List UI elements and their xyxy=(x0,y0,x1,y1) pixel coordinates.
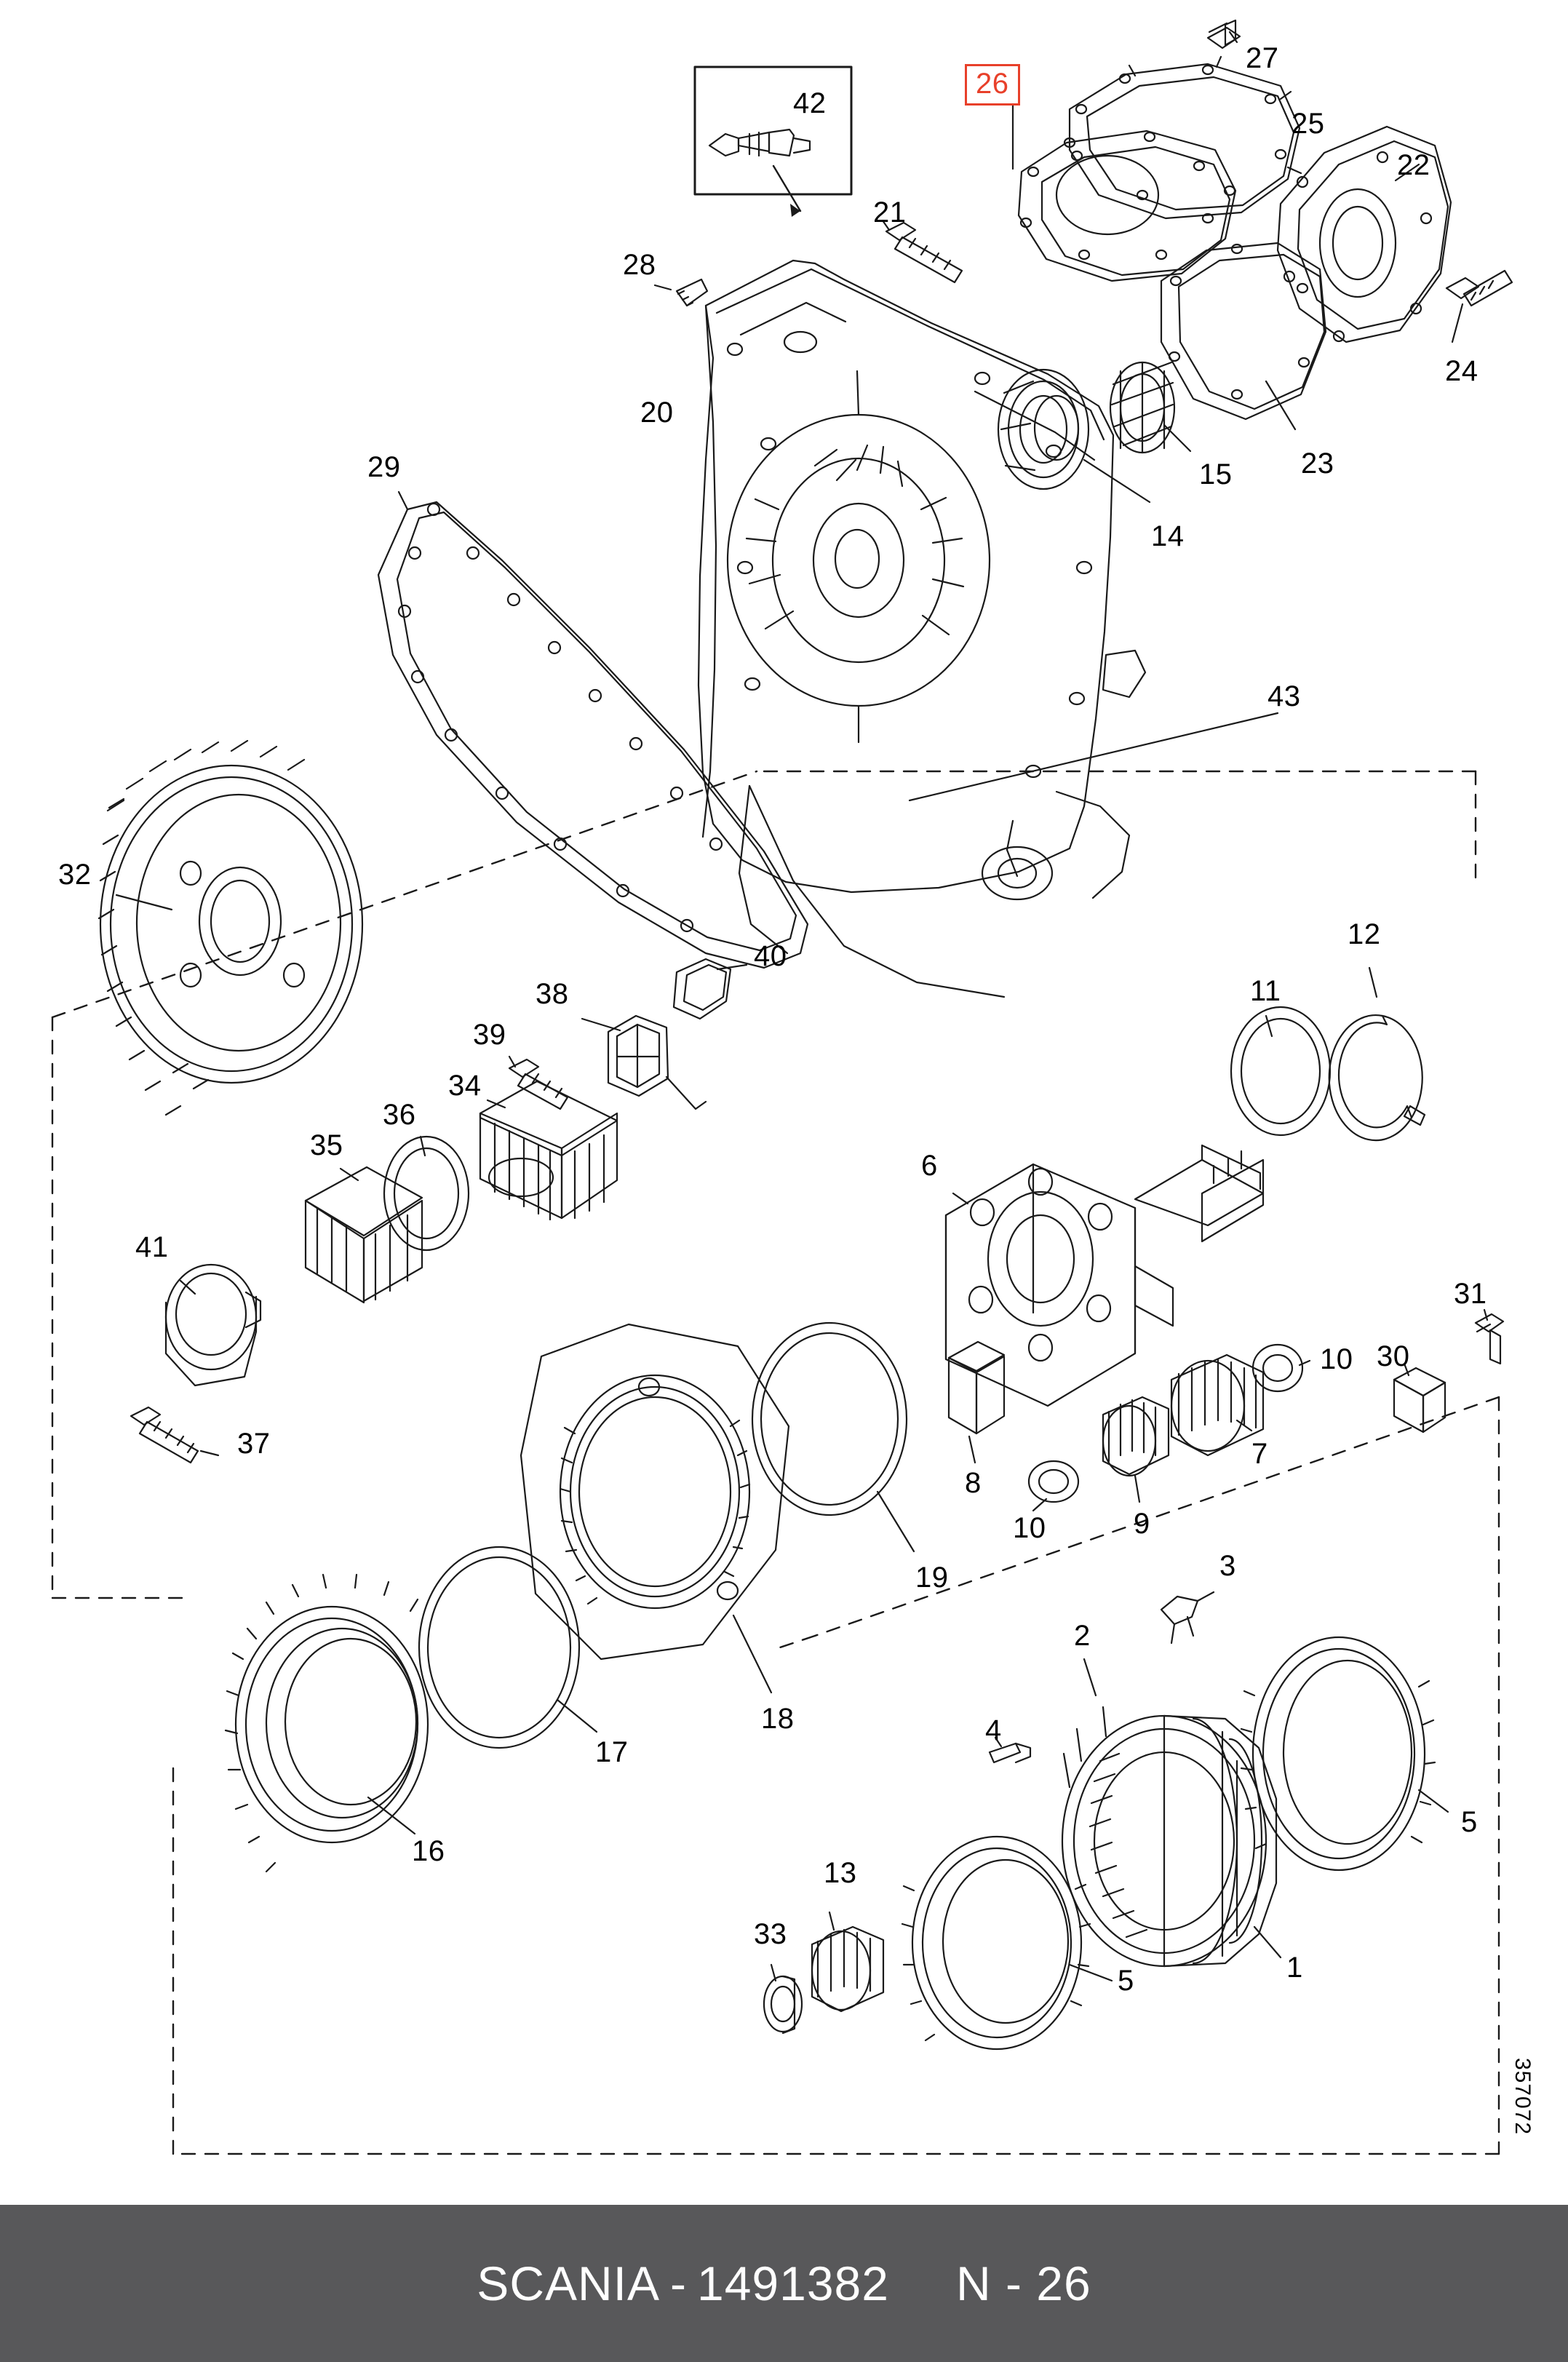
callout-27: 27 xyxy=(1246,42,1279,74)
callout-2: 2 xyxy=(1074,1620,1091,1652)
callout-21: 21 xyxy=(873,196,907,228)
callout-35: 35 xyxy=(310,1129,343,1161)
callout-41: 41 xyxy=(135,1231,169,1263)
part-number: 1491382 xyxy=(697,2256,889,2310)
callout-6: 6 xyxy=(921,1150,938,1182)
callout-15: 15 xyxy=(1199,458,1233,490)
brand-label: SCANIA xyxy=(477,2256,661,2310)
callout-42: 42 xyxy=(793,87,827,119)
callout-40: 40 xyxy=(754,940,787,972)
callout-37: 37 xyxy=(237,1428,271,1460)
drawing-number: 357072 xyxy=(1511,2057,1535,2135)
callout-12: 12 xyxy=(1348,918,1381,950)
callout-10-upper: 10 xyxy=(1320,1343,1353,1375)
callout-9: 9 xyxy=(1134,1508,1150,1540)
callout-33: 33 xyxy=(754,1918,787,1950)
page-reference: N - 26 xyxy=(955,2256,1091,2310)
callout-30: 30 xyxy=(1377,1340,1410,1372)
callout-13: 13 xyxy=(824,1857,857,1889)
footer-separator: - xyxy=(670,2256,688,2310)
callout-7: 7 xyxy=(1251,1438,1268,1470)
callout-16: 16 xyxy=(412,1835,445,1867)
callout-23: 23 xyxy=(1301,448,1334,480)
callout-26-highlighted: 26 xyxy=(965,64,1020,106)
callout-32: 32 xyxy=(58,859,92,891)
callout-1: 1 xyxy=(1286,1952,1303,1984)
callout-43: 43 xyxy=(1267,680,1301,712)
callout-4: 4 xyxy=(985,1714,1002,1746)
footer-bar xyxy=(0,2205,1568,2362)
callout-29: 29 xyxy=(367,451,401,483)
callout-5-lower: 5 xyxy=(1118,1965,1134,1997)
callout-36: 36 xyxy=(383,1099,416,1131)
callout-11: 11 xyxy=(1250,975,1281,1007)
callout-8: 8 xyxy=(965,1467,982,1499)
callout-18: 18 xyxy=(761,1703,795,1735)
callout-25: 25 xyxy=(1292,108,1325,140)
callout-20: 20 xyxy=(640,397,674,429)
callout-39: 39 xyxy=(473,1019,506,1051)
callout-5-upper: 5 xyxy=(1461,1806,1478,1838)
callout-19: 19 xyxy=(915,1562,949,1594)
callout-34: 34 xyxy=(448,1070,482,1102)
callout-28: 28 xyxy=(623,249,656,281)
callout-22: 22 xyxy=(1397,149,1430,181)
callout-17: 17 xyxy=(595,1736,629,1768)
callout-10-lower: 10 xyxy=(1013,1512,1046,1544)
callout-24: 24 xyxy=(1445,355,1479,387)
callout-14: 14 xyxy=(1151,520,1185,552)
footer-content xyxy=(477,2256,1091,2311)
callout-3: 3 xyxy=(1219,1550,1236,1582)
callout-31: 31 xyxy=(1454,1278,1487,1310)
callout-38: 38 xyxy=(536,978,569,1010)
